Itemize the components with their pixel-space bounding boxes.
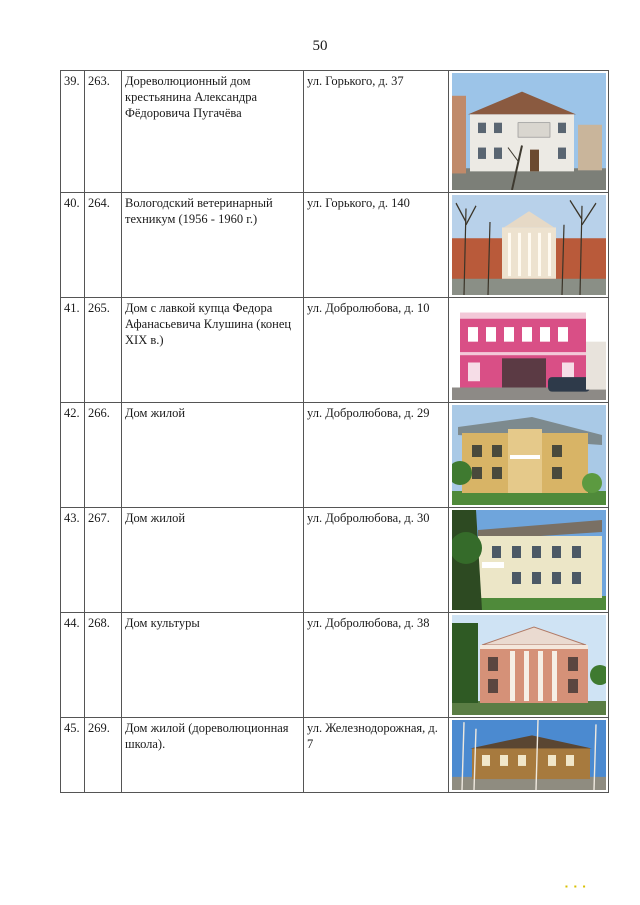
registry-number: 264. [85, 193, 122, 298]
object-address: ул. Добролюбова, д. 29 [304, 403, 449, 508]
wooden-old-school-photo [449, 718, 609, 793]
registry-number: 268. [85, 613, 122, 718]
cream-residential-house-photo [449, 508, 609, 613]
yellow-residential-house-photo [449, 403, 609, 508]
row-sequence-number: 43. [61, 508, 85, 613]
columned-technical-school-photo [449, 193, 609, 298]
table-row [61, 298, 609, 403]
object-address: ул. Железнодорожная, д. 7 [304, 718, 449, 793]
object-name: Дореволюционный дом крестьянина Александра Фёдоровича Пугачёва [122, 71, 304, 193]
object-name: Дом жилой (дореволюционная школа). [122, 718, 304, 793]
row-sequence-number: 40. [61, 193, 85, 298]
row-sequence-number: 42. [61, 403, 85, 508]
pink-merchant-house-photo [449, 298, 609, 403]
object-name: Дом жилой [122, 403, 304, 508]
heritage-registry-table [60, 70, 609, 793]
object-address: ул. Горького, д. 140 [304, 193, 449, 298]
object-address: ул. Добролюбова, д. 30 [304, 508, 449, 613]
row-sequence-number: 41. [61, 298, 85, 403]
table-row [61, 718, 609, 793]
scan-mark: ▪ ▪ ▪ [565, 882, 588, 891]
registry-number: 266. [85, 403, 122, 508]
object-address: ул. Добролюбова, д. 38 [304, 613, 449, 718]
object-address: ул. Добролюбова, д. 10 [304, 298, 449, 403]
table-row [61, 613, 609, 718]
registry-number: 263. [85, 71, 122, 193]
table-row [61, 403, 609, 508]
page-number: 50 [312, 38, 328, 54]
row-sequence-number: 44. [61, 613, 85, 718]
registry-number: 265. [85, 298, 122, 403]
culture-house-with-portico-photo [449, 613, 609, 718]
object-address: ул. Горького, д. 37 [304, 71, 449, 193]
registry-number: 269. [85, 718, 122, 793]
table-row [61, 508, 609, 613]
object-name: Дом жилой [122, 508, 304, 613]
object-name: Дом с лавкой купца Федора Афанасьевича Клушина (конец XIX в.) [122, 298, 304, 403]
registry-number: 267. [85, 508, 122, 613]
row-sequence-number: 45. [61, 718, 85, 793]
object-name: Вологодский ветеринарный техникум (1956 - 1960 г.) [122, 193, 304, 298]
white-two-storey-house-photo [449, 71, 609, 193]
table-row [61, 71, 609, 193]
object-name: Дом культуры [122, 613, 304, 718]
row-sequence-number: 39. [61, 71, 85, 193]
table-row [61, 193, 609, 298]
